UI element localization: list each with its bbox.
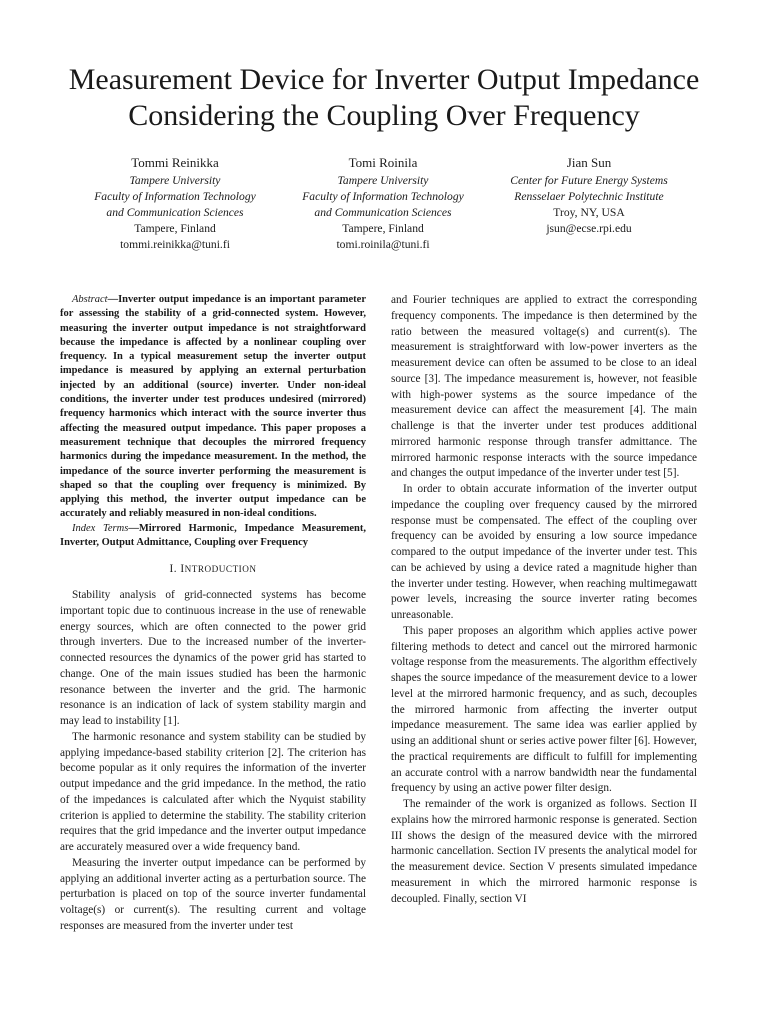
author-name: Tommi Reinikka	[131, 155, 219, 170]
author-location: Tampere, Finland	[134, 222, 216, 235]
abstract-label: Abstract	[72, 294, 108, 305]
author-affiliation: Rensselaer Polytechnic Institute	[514, 190, 664, 203]
left-column	[60, 293, 366, 935]
author-affiliation: and Communication Sciences	[314, 206, 452, 219]
abstract	[60, 293, 366, 522]
author-affiliation: Tampere University	[129, 174, 221, 187]
author-email: jsun@ecse.rpi.edu	[546, 222, 632, 235]
author-block-1	[60, 154, 290, 253]
title-line-2: Considering the Coupling Over Frequency	[128, 99, 640, 132]
paper-title	[30, 62, 738, 134]
body-paragraph: and Fourier techniques are applied to extract the corresponding frequency components. The impedance is then determined by the ratio between the measured voltage(s) and current(s). The measurement is straightforward with low-power inverters as the measurement device can often be assumed to be close to an ideal source [3]. The impedance measurement is, however, not feasible with high-power systems as the source impedance of the measurement device can affect the measurement [4]. The main challenge is that the inverter under test produces additional mirrored harmonic response through transfer admittance. The mirrored harmonic response interacts with the source impedance and changes the output impedance of the inverter under test [5].	[391, 294, 697, 480]
index-terms	[60, 522, 366, 551]
right-column	[391, 293, 697, 907]
author-email: tommi.reinikka@tuni.fi	[120, 238, 230, 251]
author-affiliation: and Communication Sciences	[106, 206, 244, 219]
author-name: Tomi Roinila	[348, 155, 418, 170]
index-terms-text: —Mirrored Harmonic, Impedance Measurement, Inverter, Output Admittance, Coupling over Frequency	[60, 522, 367, 549]
body-paragraph: Stability analysis of grid-connected systems has become important topic due to continuous increase in the use of renewable energy sources, which are often connected to the power grid through inverters. Due to the increased number of the inverter-connected resources the dynamics of the power grid has started to change. One of the main issues studied has been the harmonic resonance between the inverter and the grid. The harmonic resonance is an indication of lack of system stability margin and may lead to instability [1].	[60, 589, 366, 728]
author-name: Jian Sun	[566, 155, 612, 170]
section-heading-introduction	[60, 562, 366, 578]
body-paragraph: This paper proposes an algorithm which applies active power filtering methods to detect and cancel out the mirrored harmonic voltage response from the measurements. The algorithm effectively shapes the source impedance of the measurement device to a lower level at the mirrored harmonic frequency, and as such, decouples the mirrored harmonic from affecting the inverter output impedance measurement. The same idea was earlier applied by using an additional shunt or series active power filter [6]. However, the practical requirements are difficult to fulfill for implementing an accurate control with a narrow bandwidth near the fundamental frequency by using an active power filter design.	[391, 624, 697, 795]
abstract-text: —Inverter output impedance is an important parameter for assessing the stability of a grid-connected system. However, measuring the inverter output impedance is not straightforward because the impedance is affected by a nonlinear coupling over frequency. In a typical measurement setup the inverter output impedance is measured by applying an external perturbation injected by an additional (source) inverter. Under non-ideal conditions, the inverter under test produces undesired (mirrored) frequency harmonics which interact with the source inverter thus affecting the measured output impedance. This paper proposes a measurement technique that decouples the mirrored frequency harmonics during the impedance measurement. In the method, the impedance of the source inverter performing the measurement is shaped so that the coupling over frequency is minimized. By applying this method, the inverter output impedance can be accurately and reliably measured in non-ideal conditions.	[60, 294, 366, 520]
section-title: NTRODUCTION	[184, 564, 257, 575]
title-line-1: Measurement Device for Inverter Output Impedance	[68, 63, 700, 96]
author-affiliation: Faculty of Information Technology	[302, 190, 464, 203]
body-paragraph: Measuring the inverter output impedance can be performed by applying an additional inverter acting as a perturbation source. The perturbation is placed on top of the source inverter fundamental voltage(s) or current(s). The resulting current and voltage responses are measured from the inverter under test	[60, 856, 366, 932]
index-terms-label: Index Terms	[72, 522, 129, 534]
body-paragraph: The remainder of the work is organized as follows. Section II explains how the mirrored harmonic response is generated. Section III shows the design of the measured device with the mirrored harmonic cancellation. Section IV presents the analytical model for the measurement device. Section V presents simulated impedance measurement in which the mirrored harmonic response is decoupled. Finally, section VI	[391, 798, 697, 905]
author-affiliation: Faculty of Information Technology	[94, 190, 256, 203]
author-block-3	[474, 154, 704, 237]
body-paragraph: In order to obtain accurate information of the inverter output impedance the coupling over frequency caused by the mirrored response must be compensated. The effect of the coupling over frequency can be avoided by ensuring a low source impedance compared to the output impedance of the inverter under test. This can be achieved by using a device rated a magnitude higher than the inverter under testing. However, when reaching multimegawatt power levels, increasing the source inverter rating becomes unreasonable.	[391, 483, 697, 621]
author-email: tomi.roinila@tuni.fi	[336, 238, 430, 251]
author-affiliation: Tampere University	[337, 174, 429, 187]
author-location: Troy, NY, USA	[553, 206, 625, 219]
body-paragraph: The harmonic resonance and system stability can be studied by applying impedance-based stability criterion [2]. The criterion has become popular as it only requires the information of the inverter output impedance and the grid impedance. In the method, the ratio of the impedances is calculated after which the Nyquist stability criterion is applied to determine the stability. The stability criterion requires that the grid impedance and the inverter output impedance are accurately measured over a wide frequency band.	[60, 730, 366, 854]
section-number: I. I	[169, 563, 185, 576]
author-location: Tampere, Finland	[342, 222, 424, 235]
author-affiliation: Center for Future Energy Systems	[510, 174, 668, 187]
author-block-2	[268, 154, 498, 253]
